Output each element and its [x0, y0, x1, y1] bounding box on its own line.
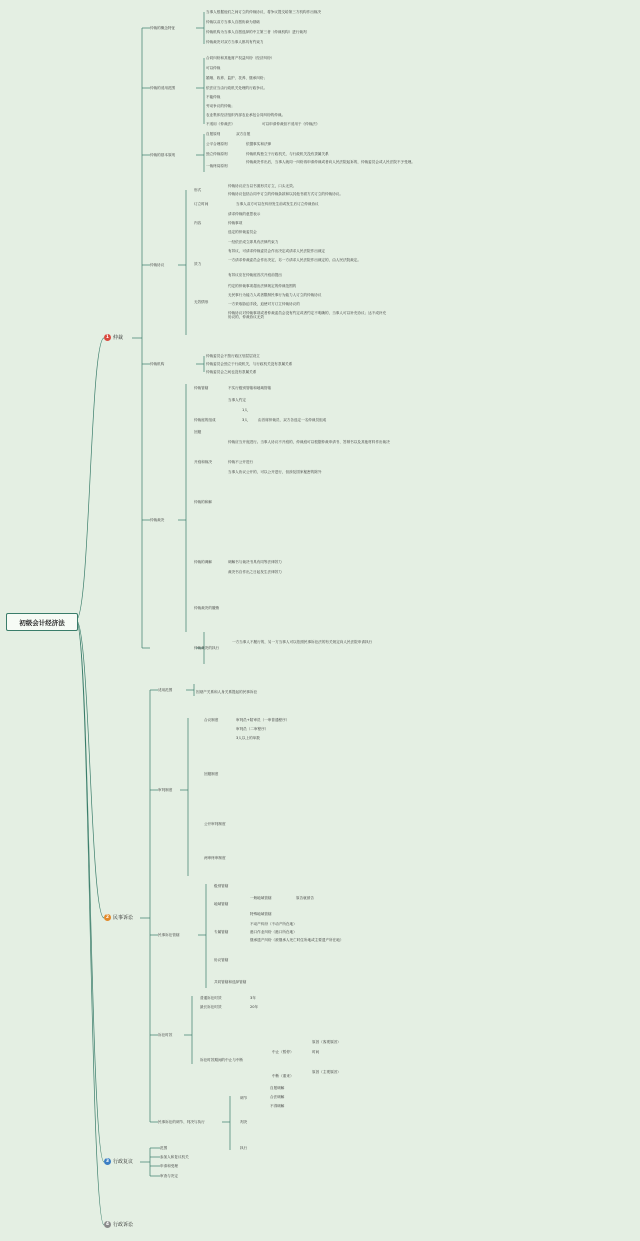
node: 婚姻、收养、监护、扶养、继承纠纷； [206, 76, 268, 80]
node[interactable]: 适用范围 [158, 688, 173, 692]
node: 两审终审制度 [204, 856, 226, 860]
node: 原因（主观原因） [312, 1070, 341, 1074]
node: 仲裁管辖 [194, 386, 209, 390]
root-label: 初级会计经济法 [19, 618, 65, 627]
node: 仲裁机构为当事人自愿选择的中立第三者（仲裁机构）进行裁判 [206, 30, 307, 34]
node: 无效情形 [194, 300, 209, 304]
node: 仲裁协议包括合同中订立的仲裁条款和以其他书面方式订立的仲裁协议。 [228, 192, 343, 196]
node: 3人 [242, 418, 248, 422]
node: 特殊地域管辖 [250, 912, 272, 916]
branch-arbitration[interactable] [104, 334, 123, 341]
node[interactable]: 审判制度 [158, 788, 173, 792]
node[interactable]: 仲裁机构 [150, 362, 165, 366]
branch-admin-review[interactable] [104, 1158, 133, 1165]
node: 仲裁的调解 [194, 560, 212, 564]
node: 共同管辖和选择管辖 [214, 980, 247, 984]
node: 3年 [250, 996, 256, 1000]
node: 地域管辖 [214, 902, 229, 906]
node: 劳动争议的仲裁； [206, 104, 235, 108]
node: 开庭和裁决 [194, 460, 212, 464]
branch-number-badge: 4 [105, 1222, 110, 1227]
node[interactable]: 审查与决定 [160, 1174, 178, 1178]
node[interactable]: 范围 [160, 1146, 168, 1150]
node: 可以申请仲裁但不适用于《仲裁法》 [262, 122, 320, 126]
node[interactable]: 仲裁的概念特征 [150, 26, 176, 30]
node: 裁决书自作出之日起发生法律效力 [228, 570, 282, 574]
node: 不动产纠纷（不动产所在地） [250, 922, 297, 926]
node: 20年 [250, 1005, 259, 1009]
node: 合法调解 [270, 1095, 285, 1099]
node: 仲裁委员会独立于行政机关，与行政机关没有隶属关系 [206, 362, 293, 366]
node: 继承遗产纠纷（被继承人死亡时住所地或主要遗产所在地） [250, 938, 344, 942]
node: 中断（重来） [272, 1074, 294, 1078]
node: 不适用《仲裁法》 [206, 122, 235, 126]
node[interactable]: 诉讼时效 [158, 1033, 173, 1037]
node: 仲裁裁决对双方当事人都具有约束力 [206, 40, 264, 44]
node: 仲裁以双方当事人自愿协商为基础 [206, 20, 260, 24]
node: 一方请求仲裁委员会作出决定，另一方请求人民法院作出裁定的，由人民法院裁定。 [228, 258, 361, 262]
node: 合议制度 [204, 718, 219, 722]
node: 选定的仲裁委员会 [228, 230, 257, 234]
node: 诉讼时效期间的中止与中断 [200, 1058, 244, 1062]
node: 仲裁应当开庭进行。当事人协议不开庭的，仲裁庭可以根据仲裁申请书、答辩书以及其他材料作出裁决 [228, 440, 390, 444]
node: 一裁终局原则 [206, 164, 228, 168]
node: 仲裁不公开进行 [228, 460, 254, 464]
branch-label: 民事诉讼 [113, 915, 134, 921]
node: 原因（客观原因） [312, 1040, 341, 1044]
branch-admin-litigation[interactable] [104, 1221, 133, 1228]
node: 执行 [240, 1146, 248, 1150]
node: 当事人约定 [228, 398, 246, 402]
node: 判决 [240, 1120, 248, 1124]
node: 回避 [194, 430, 202, 434]
node: 依据事实和法律 [246, 142, 272, 146]
node: 仲裁协议对仲裁事项或者仲裁委员会没有约定或者约定不明确的，当事人可以补充协议；达不成补充协议的，仲裁协议无效 [228, 311, 387, 320]
node: 级别管辖 [214, 884, 229, 888]
node: 当事人双方可以在纠纷发生前或发生后订立仲裁协议 [236, 202, 319, 206]
node: 仲裁委员会之间也没有隶属关系 [206, 370, 257, 374]
node: 调解书与裁决书具有同等法律效力 [228, 560, 282, 564]
node: 有异议，可请求仲裁委员会作出决定或请求人民法院作出裁定 [228, 249, 326, 253]
node: 仲裁裁决的执行 [194, 646, 220, 650]
node: 订立时间 [194, 202, 209, 206]
node: 效力 [194, 262, 202, 266]
node: 普通诉讼时效 [200, 996, 222, 1000]
node: 自愿调解 [270, 1086, 285, 1090]
node: 由首席仲裁员、双方各选定一名仲裁员组成 [258, 418, 327, 422]
node: 当事人协议公开的，可以公开进行，但涉及国家秘密的除外 [228, 470, 322, 474]
node: 不实行级别管辖和地域管辖 [228, 386, 272, 390]
node: 一经依法成立即具有法律约束力 [228, 240, 279, 244]
node: 形式 [194, 188, 202, 192]
node[interactable]: 申请和受理 [160, 1164, 178, 1168]
branch-label: 行政复议 [113, 1159, 134, 1165]
branch-civil-litigation[interactable] [104, 914, 133, 921]
node: 仲裁协议应当以书面形式订立，口头无效。 [228, 184, 297, 188]
node: 不能仲裁 [206, 95, 221, 99]
node[interactable]: 仲裁协议 [150, 263, 165, 267]
node[interactable]: 仲裁的基本原则 [150, 153, 176, 157]
node: 合同纠纷和其他财产权益纠纷（经济纠纷） [206, 56, 275, 60]
node: 审判员+陪审员（一审普通程序） [236, 718, 290, 722]
node: 有异议应在仲裁庭首次开庭前提出 [228, 273, 282, 277]
node: 中止（暂停） [272, 1050, 294, 1054]
node: 请求仲裁的意思表示 [228, 212, 261, 216]
node: 农业集体经济组织内部农业承包合同纠纷的仲裁。 [206, 113, 286, 117]
node: 可以仲裁 [206, 66, 221, 70]
node: 专属管辖 [214, 930, 229, 934]
node: 无民事行为能力人或者限制民事行为能力人订立的仲裁协议 [228, 293, 322, 297]
branch-number-badge: 1 [105, 335, 110, 340]
node: 当事人根据他们之间订立的仲裁协议，将争议提交给第三方机构作出裁决 [206, 10, 321, 14]
branch-label: 行政诉讼 [113, 1222, 134, 1228]
node: 内容 [194, 221, 202, 225]
node: 依法应当由行政机关处理的行政争议。 [206, 86, 268, 90]
node: 原告就被告 [296, 896, 314, 900]
node: 公开审判制度 [204, 822, 226, 826]
node: 双方自愿 [236, 132, 251, 136]
node: 仲裁的和解 [194, 500, 212, 504]
node[interactable]: 仲裁的适用范围 [150, 86, 176, 90]
node: 仲裁裁决作出后，当事人就同一纠纷再申请仲裁或者向人民法院起诉的，仲裁委员会或人民法院不予受理。 [246, 160, 415, 164]
node: 一般地域管辖 [250, 896, 272, 900]
node[interactable]: 民事诉讼的调节、判决与执行 [158, 1120, 205, 1124]
node: 仲裁庭的组成 [194, 418, 216, 422]
node: 一方采取胁迫手段，迫使对方订立仲裁协议的 [228, 302, 300, 306]
node: 时间 [312, 1050, 320, 1054]
node: 调节 [240, 1096, 248, 1100]
node: 仲裁机构独立于行政机关，与行政机关没有隶属关系 [246, 152, 329, 156]
node: 协议管辖 [214, 958, 229, 962]
node: 3人以上的单数 [236, 736, 260, 740]
node: 审判员（二审程序） [236, 727, 269, 731]
node[interactable]: 参加人和复议机关 [160, 1155, 189, 1159]
node: 仲裁裁决的撤销 [194, 606, 220, 610]
node: 约定的仲裁事项超出法律规定的仲裁范围的 [228, 284, 297, 288]
node: 港口作业纠纷（港口所在地） [250, 930, 297, 934]
node: 不得调解 [270, 1104, 285, 1108]
branch-label: 仲裁 [113, 335, 124, 341]
branch-number-badge: 2 [105, 915, 110, 920]
node: 仲裁事项 [228, 221, 243, 225]
node: 一方当事人不履行的，另一方当事人可以依照民事诉讼法的有关规定向人民法院申请执行 [232, 640, 373, 644]
node: 最长诉讼时效 [200, 1005, 222, 1009]
node: 因财产关系和人身关系提起的民事诉讼 [196, 690, 258, 694]
branch-number-badge: 3 [105, 1159, 110, 1164]
node: 仲裁委员会不按行政区划层层设立 [206, 354, 260, 358]
node[interactable]: 民事诉讼管辖 [158, 933, 180, 937]
node: 自愿原则 [206, 132, 221, 136]
node: 1人 [242, 408, 248, 412]
node: 回避制度 [204, 772, 219, 776]
node: 公平合理原则 [206, 142, 228, 146]
node: 独立仲裁原则 [206, 152, 228, 156]
root-node[interactable] [6, 613, 78, 631]
node[interactable]: 仲裁裁决 [150, 518, 165, 522]
